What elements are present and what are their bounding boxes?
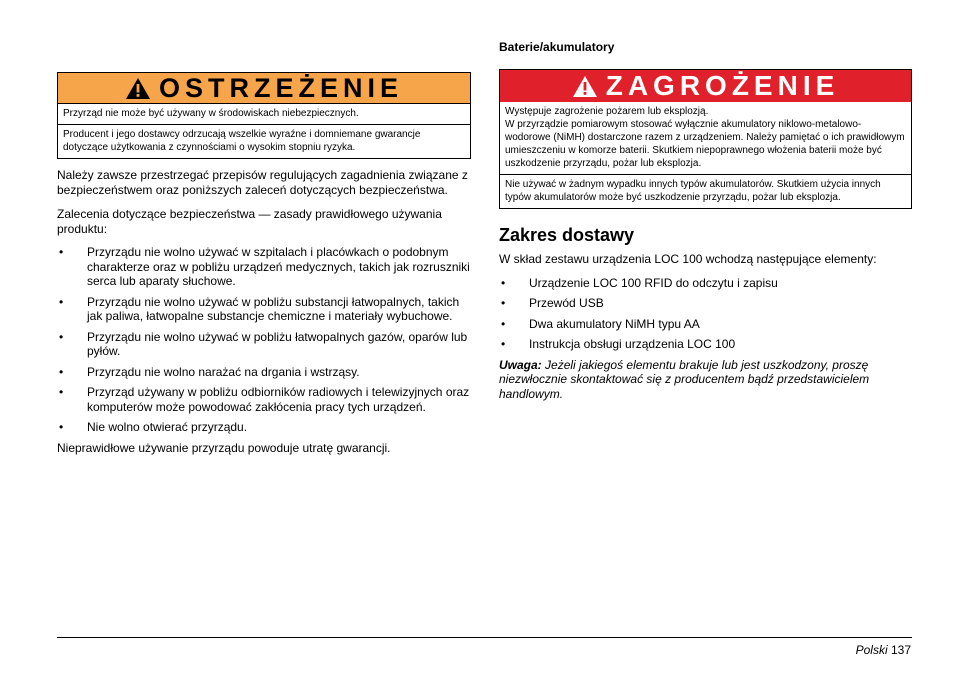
page-number: 137 (890, 643, 911, 657)
danger-text: Nie używać w żadnym wypadku innych typów akumulatorów. Skutkiem użycia innych typów akumulatorów może być uszkodzenie przyrządu, pożar lub eksplozja. (505, 179, 881, 203)
note-label: Uwaga: (499, 357, 542, 372)
footer-language: Polski (855, 643, 888, 657)
warning-header (58, 73, 470, 104)
footer (856, 643, 911, 657)
warning-divider (58, 124, 470, 125)
warning-triangle-icon (125, 77, 151, 100)
bullet-list (499, 276, 912, 352)
bullet-list (57, 245, 471, 435)
heading: Zakres dostawy (499, 225, 635, 245)
list-item: • Urządzenie LOC 100 RFID do odczytu i zapisu (499, 276, 912, 291)
note (499, 358, 912, 402)
paragraph: Zalecenia dotyczące bezpieczeństwa — zasady prawidłowego używania produktu: (57, 207, 442, 236)
warning-title: OSTRZEŻENIE (158, 72, 403, 103)
danger-text: W przyrządzie pomiarowym stosować wyłącznie akumulatory niklowo-metalowo-wodorowe (NiMH) dostarczone razem z urządzeniem. Należy pamiętać o ich prawidłowym umieszczeniu w komorze baterii. Skutkiem niepoprawnego włożenia baterii może być uszkodzenie przyrządu, pożar lub eksplozja. (505, 119, 905, 169)
warning-triangle-icon (572, 75, 598, 98)
list-item: • Przyrządu nie wolno używać w pobliżu łatwopalnych gazów, oparów lub pyłów. (57, 330, 471, 359)
danger-divider (500, 174, 911, 175)
section-title: Baterie/akumulatory (499, 40, 615, 54)
list-item: • Przyrządu nie wolno używać w szpitalach i placówkach o podobnym charakterze oraz w pobliżu urządzeń medycznych, takich jak rozruszniki serca lub aparaty słuchowe. (57, 245, 471, 289)
paragraph: Należy zawsze przestrzegać przepisów regulujących zagadnienia związane z bezpieczeństwem oraz poniższych zaleceń dotyczących bezpieczeństwa. (57, 168, 468, 197)
danger-header (500, 70, 911, 102)
danger-body (500, 102, 911, 208)
warning-body (58, 104, 470, 158)
list-item: • Przyrządu nie wolno narażać na drgania i wstrząsy. (57, 365, 471, 380)
right-column (499, 40, 912, 401)
list-item: • Instrukcja obsługi urządzenia LOC 100 (499, 337, 912, 352)
list-item: • Przyrząd używany w pobliżu odbiorników radiowych i telewizyjnych oraz komputerów może powodować zakłócenia pracy tych urządzeń. (57, 385, 471, 414)
note-text: Jeżeli jakiegoś elementu brakuje lub jest uszkodzony, proszę niezwłocznie skontaktować się z producentem bądź przedstawicielem handlowym. (499, 357, 870, 401)
warning-text: Producent i jego dostawcy odrzucają wszelkie wyraźne i domniemane gwarancje dotyczące użytkowania z czynnościami o wysokim stopniu ryzyka. (63, 129, 421, 153)
warning-text: Przyrząd nie może być używany w środowiskach niebezpiecznych. (63, 108, 359, 119)
danger-title: ZAGROŻENIE (605, 70, 840, 101)
list-item: • Przewód USB (499, 296, 912, 311)
paragraph: W skład zestawu urządzenia LOC 100 wchodzą następujące elementy: (499, 252, 877, 266)
footer-divider (57, 637, 912, 638)
danger-box (499, 69, 912, 209)
list-item: • Przyrządu nie wolno używać w pobliżu substancji łatwopalnych, takich jak paliwa, łatwopalne substancje chemiczne i materiały wybuchowe. (57, 295, 471, 324)
list-item: • Dwa akumulatory NiMH typu AA (499, 317, 912, 332)
left-column (57, 72, 471, 455)
danger-text: Występuje zagrożenie pożarem lub eksplozją. (505, 106, 709, 117)
list-item: • Nie wolno otwierać przyrządu. (57, 420, 471, 435)
paragraph: Nieprawidłowe używanie przyrządu powoduje utratę gwarancji. (57, 440, 391, 455)
warning-box (57, 72, 471, 159)
